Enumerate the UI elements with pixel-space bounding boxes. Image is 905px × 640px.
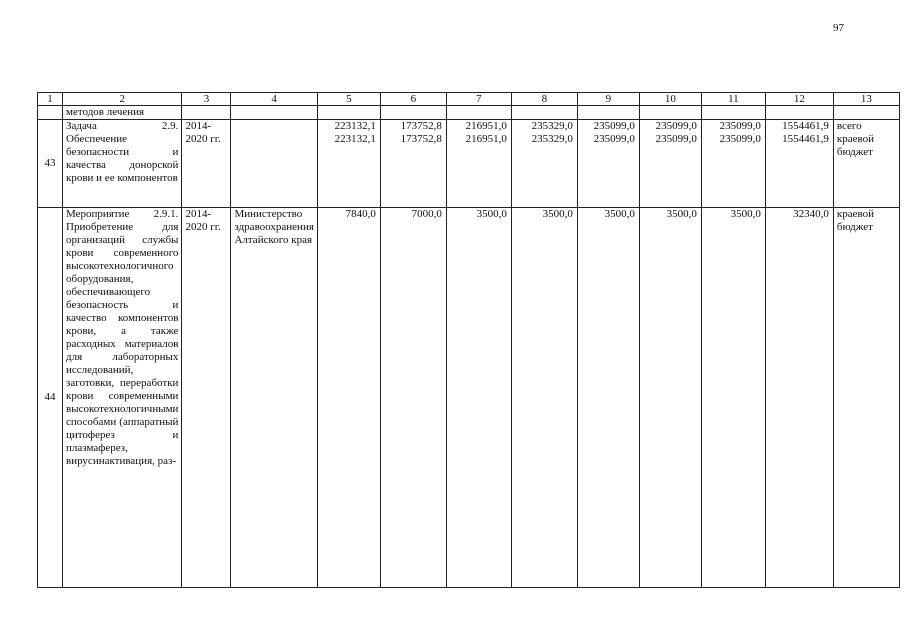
row-period: 2014-2020 гг. [182,208,231,588]
column-header: 6 [380,93,446,106]
column-header: 2 [63,93,182,106]
row-description: Мероприятие 2.9.1. Приобретение для организаций службы крови современного высокотехнологичного оборудования, обеспечивающего безопасность и качество компонентов крови, а также расходных материалов для лабораторных исследований, заготовки, переработки крови современными высокотехнологичными способами (аппаратный цитоферез и плазмаферез, вирусинактивация, раз- [63,208,182,588]
column-header: 7 [446,93,511,106]
budget-table [37,92,900,588]
column-header: 3 [182,93,231,106]
column-header: 5 [317,93,380,106]
value-cell: 7000,0 [380,208,446,588]
continuation-row [38,106,900,120]
column-header: 9 [577,93,639,106]
row-description: Задача 2.9. Обеспечение безопасности и качества донорской крови и ее компонентов [63,120,182,208]
funding-source: краевой бюджет [833,208,899,588]
column-header: 10 [639,93,701,106]
value-cell: 235099,0 235099,0 [639,120,701,208]
continuation-text: методов лечения [63,106,182,120]
column-header: 13 [833,93,899,106]
value-cell: 216951,0 216951,0 [446,120,511,208]
column-header: 11 [701,93,765,106]
row-number: 44 [38,208,63,588]
row-period: 2014-2020 гг. [182,120,231,208]
value-cell: 3500,0 [446,208,511,588]
column-header: 12 [765,93,833,106]
value-cell: 3500,0 [577,208,639,588]
value-cell: 235099,0 235099,0 [701,120,765,208]
value-cell: 223132,1 223132,1 [317,120,380,208]
value-cell: 3500,0 [511,208,577,588]
value-cell: 235329,0 235329,0 [511,120,577,208]
column-header: 1 [38,93,63,106]
value-cell: 7840,0 [317,208,380,588]
table-row-43 [38,120,900,208]
value-cell: 1554461,9 1554461,9 [765,120,833,208]
page-number: 97 [833,22,844,34]
value-cell: 32340,0 [765,208,833,588]
column-header: 8 [511,93,577,106]
column-header: 4 [231,93,317,106]
funding-source: всего краевой бюджет [833,120,899,208]
value-cell: 3500,0 [639,208,701,588]
row-executor [231,120,317,208]
value-cell: 173752,8 173752,8 [380,120,446,208]
row-number: 43 [38,120,63,208]
row-executor: Министерство здравоохранения Алтайского края [231,208,317,588]
table-row-44 [38,208,900,588]
column-header-row [38,93,900,106]
value-cell: 3500,0 [701,208,765,588]
value-cell: 235099,0 235099,0 [577,120,639,208]
